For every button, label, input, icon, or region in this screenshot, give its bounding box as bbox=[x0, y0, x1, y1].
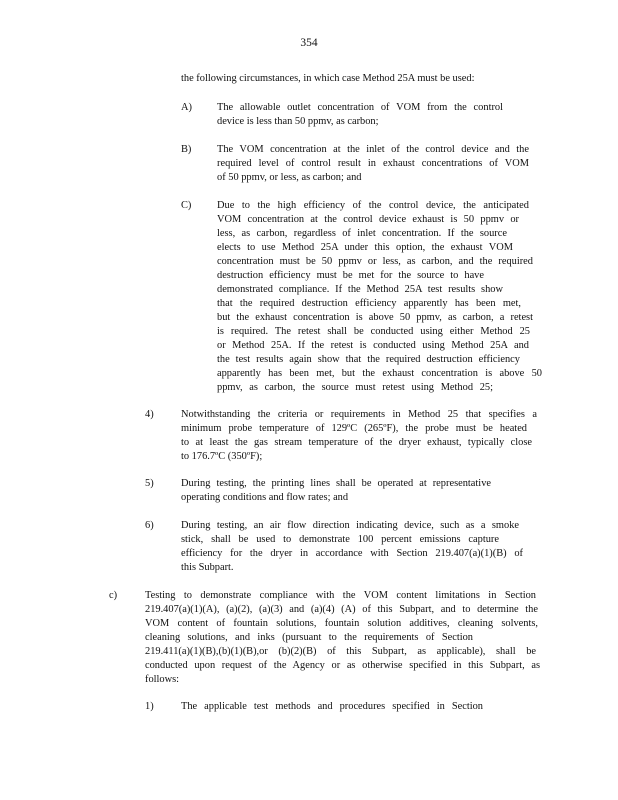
item-c-line: Due to the high efficiency of the control device, the anticipated bbox=[217, 200, 529, 211]
item-c-section-label: c) bbox=[109, 590, 118, 601]
item-4-line: Notwithstanding the criteria or requirements in Method 25 that specifies a bbox=[181, 409, 537, 420]
item-4-label: 4) bbox=[145, 409, 154, 420]
item-4-line: to at least the gas stream temperature of the dryer exhaust, typically close bbox=[181, 437, 532, 448]
item-c-line: or Method 25A. If the retest is conducted using Method 25A and bbox=[217, 340, 529, 351]
item-6-line: efficiency for the dryer in accordance with Section 219.407(a)(1)(B) of bbox=[181, 548, 523, 559]
item-c-label: C) bbox=[181, 200, 192, 211]
item-c-line: elects to use Method 25A under this option, the exhaust VOM bbox=[217, 242, 513, 253]
item-c-line: that the required destruction efficiency apparently has been met, bbox=[217, 298, 521, 309]
item-c-line: the test results again show that the required destruction efficiency bbox=[217, 354, 520, 365]
item-a-line: The allowable outlet concentration of VOM from the control bbox=[217, 102, 503, 113]
item-5-line: operating conditions and flow rates; and bbox=[181, 492, 349, 503]
item-a-label: A) bbox=[181, 102, 192, 113]
item-6-line: this Subpart. bbox=[181, 562, 234, 573]
item-c-section-line: Testing to demonstrate compliance with the VOM content limitations in Section bbox=[145, 590, 536, 601]
page-number: 354 bbox=[300, 37, 318, 49]
item-6-line: During testing, an air flow direction indicating device, such as a smoke bbox=[181, 520, 519, 531]
item-c-line: destruction efficiency must be met for the source to have bbox=[217, 270, 484, 281]
item-b-line: of 50 ppmv, or less, as carbon; and bbox=[217, 172, 362, 183]
item-4-line: to 176.7ºC (350ºF); bbox=[181, 451, 263, 462]
item-b-line: required level of control result in exhaust concentrations of VOM bbox=[217, 158, 529, 169]
item-1-label: 1) bbox=[145, 701, 154, 712]
item-c-section-line: 219.407(a)(1)(A), (a)(2), (a)(3) and (a)(4) (A) of this Subpart, and to determine the bbox=[145, 604, 538, 615]
item-c-section-line: VOM content of fountain solutions, fountain solution additives, cleaning solvents, bbox=[145, 618, 538, 629]
item-c-line: but the exhaust concentration is above 50 ppmv, as carbon, a retest bbox=[217, 312, 533, 323]
item-b-line: The VOM concentration at the inlet of the control device and the bbox=[217, 144, 529, 155]
item-c-section-line: conducted upon request of the Agency or as otherwise specified in this Subpart, as bbox=[145, 660, 540, 671]
item-c-line: less, as carbon, regardless of inlet concentration. If the source bbox=[217, 228, 507, 239]
item-c-line: demonstrated compliance. If the Method 25A test results show bbox=[217, 284, 503, 295]
item-a-line: device is less than 50 ppmv, as carbon; bbox=[217, 116, 379, 127]
item-c-section-line: 219.411(a)(1)(B),(b)(1)(B),or (b)(2)(B) of this Subpart, as applicable), shall be bbox=[145, 646, 536, 657]
item-c-section-line: cleaning solutions, and inks (pursuant to the requirements of Section bbox=[145, 632, 473, 643]
item-6-label: 6) bbox=[145, 520, 154, 531]
item-c-section-line: follows: bbox=[145, 674, 180, 685]
item-c-line: ppmv, as carbon, the source must retest using Method 25; bbox=[217, 382, 493, 393]
item-5-line: During testing, the printing lines shall be operated at representative bbox=[181, 478, 491, 489]
intro-line: the following circumstances, in which case Method 25A must be used: bbox=[181, 73, 475, 84]
item-b-label: B) bbox=[181, 144, 192, 155]
item-c-line: apparently has been met, but the exhaust concentration is above 50 bbox=[217, 368, 542, 379]
item-6-line: stick, shall be used to demonstrate 100 percent emissions capture bbox=[181, 534, 499, 545]
item-1-line: The applicable test methods and procedures specified in Section bbox=[181, 701, 483, 712]
item-4-line: minimum probe temperature of 129ºC (265ºF), the probe must be heated bbox=[181, 423, 527, 434]
item-c-line: concentration must be 50 ppmv or less, as carbon, and the required bbox=[217, 256, 533, 267]
item-c-line: VOM concentration at the control device exhaust is 50 ppmv or bbox=[217, 214, 519, 225]
item-5-label: 5) bbox=[145, 478, 154, 489]
item-c-line: is required. The retest shall be conducted using either Method 25 bbox=[217, 326, 530, 337]
